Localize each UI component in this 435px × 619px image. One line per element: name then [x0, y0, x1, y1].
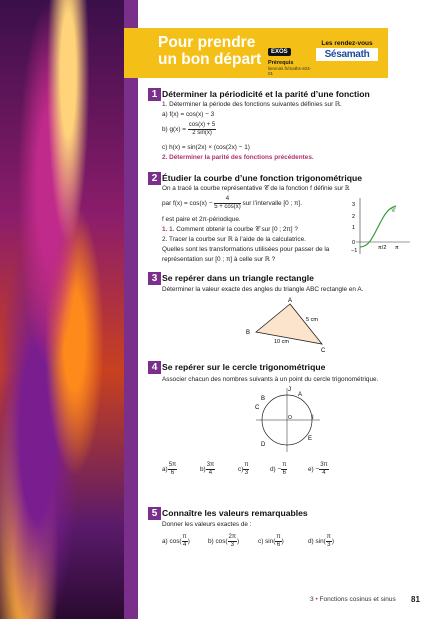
point-label: D — [261, 442, 266, 448]
triangle-figure — [242, 294, 338, 354]
question-2: 2. Tracer la courbe sur ℝ à l’aide de la calculatrice. — [162, 236, 306, 243]
section-number: 5 — [148, 507, 161, 520]
side-label: 10 cm — [274, 339, 289, 345]
question-2: 2. Déterminer la parité des fonctions précédentes. — [162, 154, 314, 161]
rdv-block[interactable] — [316, 40, 378, 61]
number-b: b) $\frac{3\pi}{4}$ — [200, 462, 215, 476]
function-graph — [350, 194, 416, 258]
value-c: c) sin( $\frac{\pi}{6}$ ) — [258, 534, 284, 548]
point-label: O — [288, 415, 292, 421]
question-line: Quelles sont les transformations utilisées pour passer de la — [162, 246, 330, 253]
exos-link[interactable]: lienmini.fr/maths-s03-01 — [268, 66, 312, 76]
item-b — [162, 122, 216, 137]
section-number: 4 — [148, 361, 161, 374]
point-label: I — [312, 415, 314, 421]
exos-block[interactable] — [268, 40, 311, 76]
item-a: a) f(x) = cos(x) − 3 — [162, 111, 215, 118]
section-number: 2 — [148, 172, 161, 185]
instruction: Donner les valeurs exactes de : — [162, 521, 252, 528]
y-tick: −1 — [351, 248, 358, 254]
curve-label: 𝒞 — [391, 208, 396, 214]
rdv-label: Les rendez-vous — [321, 40, 373, 47]
point-label: A — [298, 392, 303, 398]
point-label: J — [288, 387, 291, 393]
section-title: Se repérer dans un triangle rectangle — [162, 273, 314, 283]
question-1: 1. Déterminer la période des fonctions suivantes définies sur ℝ. — [162, 101, 342, 108]
unit-circle — [250, 384, 326, 456]
purple-strip — [124, 0, 138, 619]
interval-text: sur l’intervalle [0 ; π]. — [242, 200, 302, 208]
point-label: E — [308, 436, 313, 442]
section-number: 1 — [148, 88, 161, 101]
y-tick: 3 — [352, 202, 356, 208]
number-c: c) $\frac{\pi}{3}$ — [238, 462, 249, 476]
side-label: 5 cm — [306, 317, 318, 323]
item-b-label: b) g(x) = — [162, 126, 186, 134]
vertex-label: B — [246, 330, 251, 336]
vertex-label: A — [288, 298, 293, 304]
decorative-photo — [0, 0, 124, 619]
fraction — [214, 196, 241, 211]
y-tick: 1 — [352, 225, 356, 231]
parity-line: f est paire et 2π-périodique. — [162, 216, 241, 223]
point-label: B — [261, 396, 266, 402]
value-a: a) cos( $\frac{\pi}{4}$ ) — [162, 534, 190, 548]
fraction-den: 2 sin(x) — [192, 130, 212, 136]
x-tick: π — [395, 245, 399, 251]
triangle — [256, 304, 322, 344]
question-1: 1. 1. Comment obtenir la courbe 𝒞 sur [0 ; 2π] ? — [162, 226, 298, 233]
sesamath-logo[interactable]: Sésamath — [316, 48, 378, 61]
fraction-den: 5 + cos(x) — [214, 204, 241, 210]
fraction — [188, 122, 217, 137]
function-def-label: par f(x) = cos(x) − — [162, 200, 213, 208]
value-b: b) cos( $\frac{2\pi}{3}$ ) — [208, 534, 240, 548]
instruction: Déterminer la valeur exacte des angles du triangle ABC rectangle en A. — [162, 286, 364, 293]
page-title: Pour prendre un bon départ — [158, 34, 262, 68]
value-d: d) sin( $\frac{\pi}{3}$ ) — [308, 534, 335, 548]
section-title: Connaître les valeurs remarquables — [162, 508, 308, 518]
item-c: c) h(x) = sin(2x) × (cos(2x) − 1) — [162, 144, 250, 151]
instruction: Associer chacun des nombres suivants à un point du cercle trigonométrique. — [162, 376, 379, 383]
y-tick: 0 — [352, 240, 356, 246]
number-a: a) $\frac{5\pi}{6}$ — [162, 462, 177, 476]
section-number: 3 — [148, 272, 161, 285]
page-number: 81 — [411, 595, 420, 604]
number-e: e) − $\frac{3\pi}{4}$ — [308, 462, 328, 476]
vertex-label: C — [321, 348, 326, 354]
section-title: Étudier la courbe d’une fonction trigonométrique — [162, 173, 363, 183]
number-d: d) − $\frac{\pi}{6}$ — [270, 462, 287, 476]
fraction-num: cos(x) + 5 — [188, 122, 216, 128]
point-label: C — [255, 405, 260, 411]
function-def — [162, 196, 302, 211]
y-tick: 2 — [352, 214, 356, 220]
intro-line: On a tracé la courbe représentative 𝒞 de la fonction f définie sur ℝ — [162, 185, 350, 192]
section-title: Se repérer sur le cercle trigonométrique — [162, 362, 326, 372]
fraction-num: 4 — [214, 196, 241, 204]
exos-prerequis: Prérequis — [268, 60, 294, 66]
question-line: représentation sur [0 ; π] à celle sur ℝ ? — [162, 256, 276, 263]
exos-badge[interactable]: EXOS — [268, 48, 291, 56]
section-title: Déterminer la périodicité et la parité d’une fonction — [162, 89, 370, 99]
footer-chapter: 3 • Fonctions cosinus et sinus — [310, 596, 396, 603]
x-tick: π/2 — [378, 245, 387, 251]
